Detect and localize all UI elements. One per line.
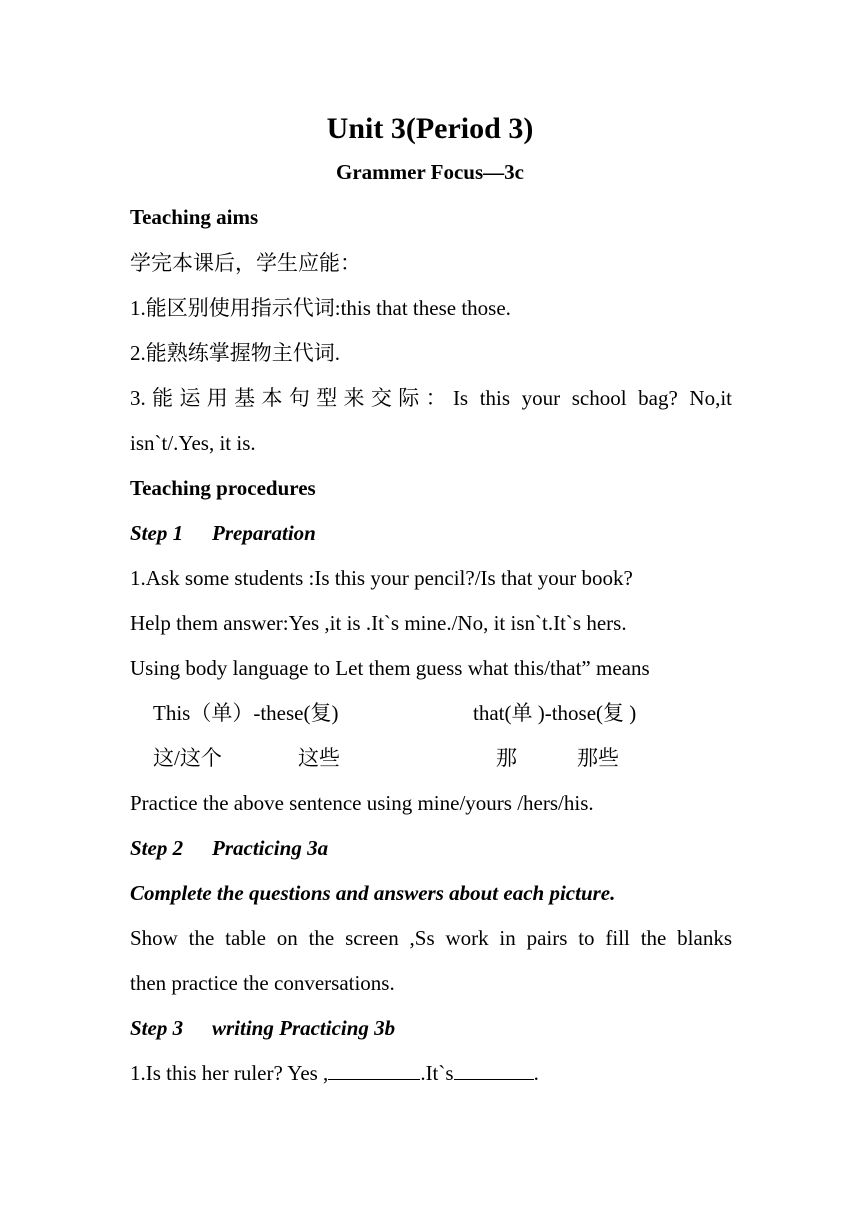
meaning-these: 这些 [298,746,340,770]
step-1-title: Preparation [212,521,316,545]
teaching-aims-intro: 学完本课后，学生应能： [130,251,361,275]
step-3-title: writing Practicing 3b [212,1016,396,1040]
document-title: Unit 3(Period 3) [326,112,534,145]
aim-item-3-line-2: isn`t/.Yes, it is. [130,431,256,455]
step-1-line-2: Help them answer:Yes ,it is .It`s mine./No, it isn`t.It`s hers. [130,611,627,635]
step-3-heading [130,1015,732,1041]
question-1-period: . [533,1061,539,1085]
step-1-line-3: Using body language to Let them guess what this/that” means [130,656,650,680]
demonstrative-singular-plural-this: This（单）-these(复) [153,701,339,725]
step-2-label: Step 2 [130,836,184,860]
meaning-this: 这/这个 [153,746,222,770]
step-1-heading [130,520,732,546]
step-2-heading [130,835,732,861]
demonstrative-singular-plural-that: that(单 )-those(复 ) [473,701,637,725]
step-2-line-1: Show the table on the screen ,Ss work in pairs to fill the blanks [130,926,732,950]
answer-blank-2[interactable] [454,1061,534,1080]
step-2-line-2: then practice the conversations. [130,971,395,995]
aim-item-2: 2.能熟练掌握物主代词. [130,341,340,365]
meaning-that: 那 [496,746,517,770]
step-1-line-4: Practice the above sentence using mine/yours /hers/his. [130,791,594,815]
question-1-text: 1.Is this her ruler? Yes , [130,1061,329,1085]
question-1-text-2: .It`s [420,1061,454,1085]
document-subtitle: Grammer Focus—3c [336,160,524,184]
step-2-title: Practicing 3a [212,836,329,860]
answer-blank-1[interactable] [328,1061,420,1080]
teaching-aims-heading: Teaching aims [130,205,259,229]
aim-item-3-line-1: 3.能运用基本句型来交际：Is this your school bag? No,it [130,386,732,410]
teaching-procedures-heading: Teaching procedures [130,476,316,500]
step-1-line-1: 1.Ask some students :Is this your pencil?/Is that your book? [130,566,633,590]
step-2-instruction: Complete the questions and answers about each picture. [130,881,616,905]
meaning-those: 那些 [577,746,619,770]
aim-item-1: 1.能区别使用指示代词:this that these those. [130,296,511,320]
step-3-label: Step 3 [130,1016,184,1040]
step-3-question-1 [130,1060,732,1086]
step-1-label: Step 1 [130,521,184,545]
